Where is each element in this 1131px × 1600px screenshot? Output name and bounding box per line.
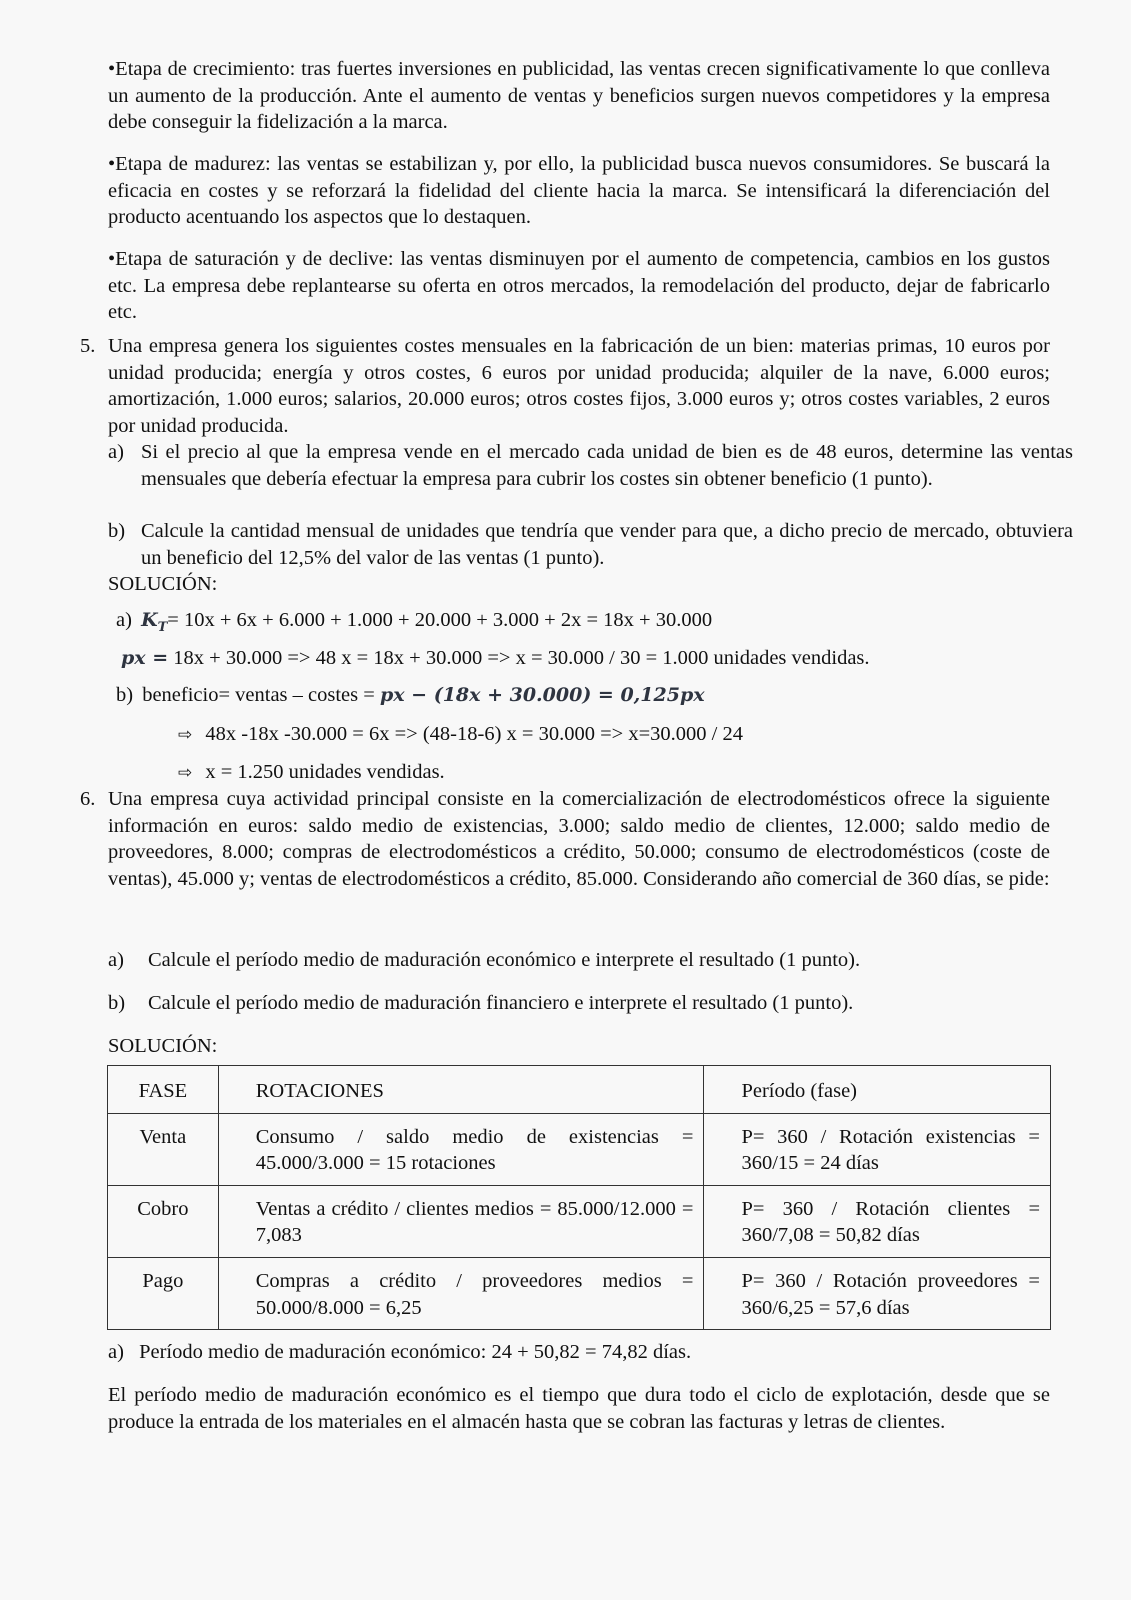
total-cost-symbol: $K_T$	[141, 609, 168, 635]
cell-rotacion: Ventas a crédito / clientes medios = 85.000/12.000 = 7,083	[218, 1185, 704, 1257]
stage-growth-paragraph: •Etapa de crecimiento: tras fuertes inversiones en publicidad, las ventas crecen significativamente lo que conlleva un aumento de la producción. Ante el aumento de ventas y beneficios surgen nuevos competidores y la empresa debe conseguir la fidelización a la marca.	[108, 58, 1050, 134]
total-cost-equation: = 10x + 6x + 6.000 + 1.000 + 20.000 + 3.000 + 2x = 18x + 30.000	[167, 609, 713, 631]
step-2-text: x = 1.250 unidades vendidas.	[205, 761, 445, 783]
solution-5a-line	[116, 607, 712, 641]
stage-decline-paragraph: •Etapa de saturación y de declive: las ventas disminuyen por el aumento de competencia, cambios en los gustos etc. La empresa debe replantearse su oferta en otros mercados, la remodelación del producto, dejar de fabricarlo etc.	[108, 248, 1050, 324]
question-6b	[108, 990, 854, 1017]
breakeven-equation: 18x + 30.000 => 48 x = 18x + 30.000 => x = 30.000 / 30 = 1.000 unidades vendidas.	[173, 647, 870, 669]
cell-fase: Venta	[108, 1113, 219, 1185]
question-6-text: Una empresa cuya actividad principal consiste en la comercialización de electrodomésticos ofrece la siguiente información en euros: saldo medio de existencias, 3.000; saldo medio de clientes, 12.000; saldo medio de proveedores, 8.000; compras de electrodomésticos a crédito, 50.000; consumo de electrodomésticos (coste de ventas), 45.000 y; ventas de electrodomésticos a crédito, 85.000. Considerando año comercial de 360 días, se pide:	[108, 788, 1050, 890]
header-rotaciones: ROTACIONES	[218, 1066, 704, 1114]
cell-rotacion: Compras a crédito / proveedores medios = 50.000/8.000 = 6,25	[218, 1257, 704, 1329]
solution-5a-line-2	[121, 645, 870, 672]
solution-label-5: SOLUCIÓN:	[108, 573, 218, 595]
cell-periodo: P= 360 / Rotación clientes = 360/7,08 = 50,82 días	[704, 1185, 1051, 1257]
solution-5b-step-2	[178, 759, 445, 787]
question-6	[80, 786, 1050, 892]
cell-rotacion: Consumo / saldo medio de existencias = 45.000/3.000 = 15 rotaciones	[218, 1113, 704, 1185]
question-5b	[108, 518, 1073, 571]
question-5-number: 5.	[80, 335, 96, 357]
maturation-table	[107, 1065, 1051, 1330]
revenue-symbol: px =	[121, 647, 169, 669]
question-6b-text: Calcule el período medio de maduración financiero e interprete el resultado (1 punto).	[148, 992, 854, 1014]
question-5a-text: Si el precio al que la empresa vende en el mercado cada unidad de bien es de 48 euros, determine las ventas mensuales que debería efectuar la empresa para cubrir los costes sin obtener beneficio (1 punto).	[141, 441, 1073, 490]
question-5	[80, 333, 1050, 439]
stage-maturity-paragraph: •Etapa de madurez: las ventas se estabilizan y, por ello, la publicidad busca nuevos consumidores. Se buscará la eficacia en costes y se reforzará la fidelidad del cliente hacia la marca. Se intensificará la diferenciación del producto acentuando los aspectos que lo destaquen.	[108, 153, 1050, 229]
cell-fase: Cobro	[108, 1185, 219, 1257]
cell-periodo: P= 360 / Rotación existencias = 360/15 = 24 días	[704, 1113, 1051, 1185]
table-header-row	[108, 1066, 1051, 1114]
question-5b-text: Calcule la cantidad mensual de unidades que tendría que vender para que, a dicho precio de mercado, obtuviera un beneficio del 12,5% del valor de las ventas (1 punto).	[141, 520, 1073, 569]
question-6-number: 6.	[80, 788, 96, 810]
profit-equation: px − (18x + 30.000) = 0,125px	[379, 684, 705, 706]
arrow-right-icon: ⇨	[178, 763, 193, 783]
solution-5b-label: b)	[116, 684, 134, 706]
answer-6a-text: Período medio de maduración económico: 24 + 50,82 = 74,82 días.	[139, 1341, 692, 1363]
step-1-text: 48x -18x -30.000 = 6x => (48-18-6) x = 30.000 => x=30.000 / 24	[205, 723, 743, 745]
question-6a	[108, 947, 861, 974]
table-row	[108, 1257, 1051, 1329]
solution-5a-label: a)	[116, 609, 132, 631]
cell-fase: Pago	[108, 1257, 219, 1329]
explanation-paragraph: El período medio de maduración económico es el tiempo que dura todo el ciclo de explotación, desde que se produce la entrada de los materiales en el almacén hasta que se cobran las facturas y letras de clientes.	[108, 1384, 1050, 1433]
table-row	[108, 1185, 1051, 1257]
question-6a-text: Calcule el período medio de maduración económico e interprete el resultado (1 punto).	[148, 949, 861, 971]
question-5-text: Una empresa genera los siguientes costes mensuales en la fabricación de un bien: materias primas, 10 euros por unidad producida; energía y otros costes, 6 euros por unidad producida; alquiler de la nave, 6.000 euros; amortización, 1.000 euros; salarios, 20.000 euros; otros costes fijos, 3.000 euros y; otros costes variables, 2 euros por unidad producida.	[108, 335, 1050, 437]
header-fase: FASE	[108, 1066, 219, 1114]
cell-periodo: P= 360 / Rotación proveedores = 360/6,25 = 57,6 días	[704, 1257, 1051, 1329]
question-6b-label: b)	[108, 992, 126, 1014]
solution-label-6: SOLUCIÓN:	[108, 1035, 218, 1057]
profit-definition: beneficio= ventas – costes =	[142, 684, 375, 706]
answer-6a-label: a)	[108, 1341, 124, 1363]
solution-5b-step-1	[178, 721, 743, 749]
header-periodo: Período (fase)	[704, 1066, 1051, 1114]
question-5b-label: b)	[108, 520, 126, 542]
table-row	[108, 1113, 1051, 1185]
solution-5b-line	[116, 682, 705, 709]
question-5a	[108, 439, 1073, 492]
question-6a-label: a)	[108, 949, 124, 971]
answer-6a	[108, 1339, 691, 1366]
arrow-right-icon: ⇨	[178, 725, 193, 745]
question-5a-label: a)	[108, 441, 124, 463]
